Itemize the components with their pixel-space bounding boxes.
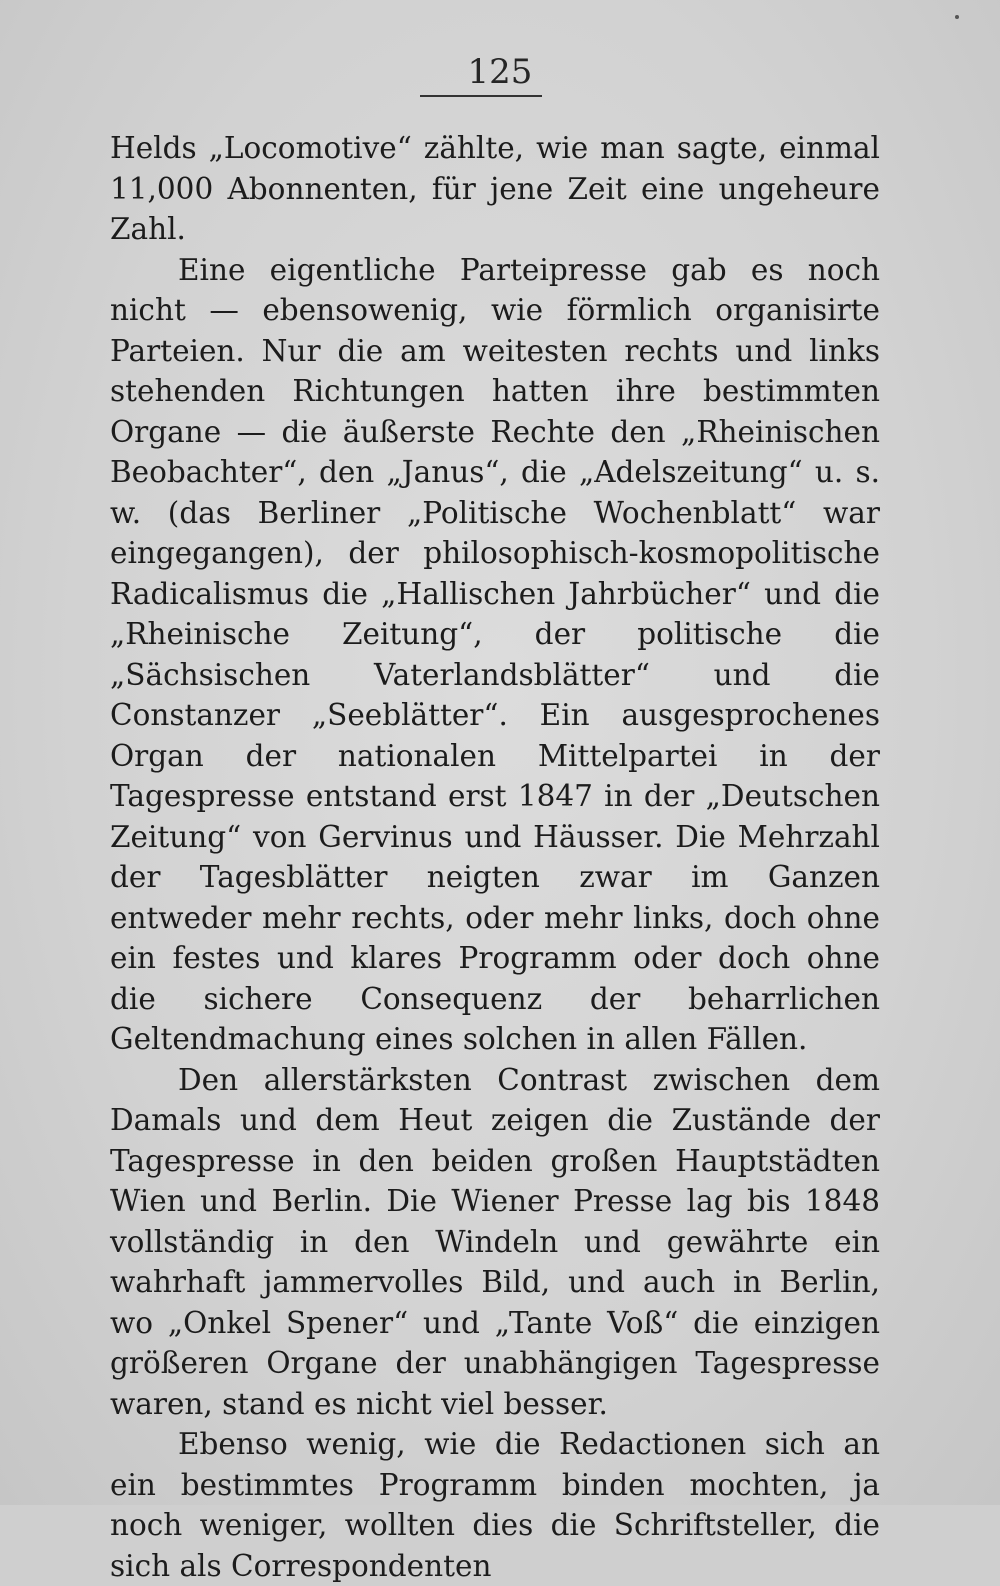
body-text bbox=[110, 128, 880, 1586]
paragraph-4: Ebenso wenig, wie die Redactionen sich an ein bestimmtes Programm binden mochten, ja noch weniger, wollten dies die Schriftsteller, die sich als Correspondenten bbox=[110, 1427, 880, 1583]
paper-speck bbox=[955, 15, 959, 19]
header-rule bbox=[420, 95, 542, 97]
paragraph-1: Helds „Locomotive“ zählte, wie man sagte, einmal 11,000 Abonnenten, für jene Zeit eine ungeheure Zahl. bbox=[110, 131, 880, 246]
paragraph-3: Den allerstärksten Contrast zwischen dem Damals und dem Heut zeigen die Zustände der Tagespresse in den beiden großen Hauptstädten Wien und Berlin. Die Wiener Presse lag bis 1848 vollständig in den Windeln und gewährte ein wahrhaft jammervolles Bild, und auch in Berlin, wo „Onkel Spener“ und „Tante Voß“ die einzigen größeren Organe der unabhängigen Tagespresse waren, stand es nicht viel besser. bbox=[110, 1062, 880, 1421]
paragraph-2: Eine eigentliche Parteipresse gab es noch nicht — ebensowenig, wie förmlich organisirte Parteien. Nur die am weitesten rechts und links stehenden Richtungen hatten ihre bestimmten Organe — die äußerste Rechte den „Rheinischen Beobachter“, den „Janus“, die „Adelszeitung“ u. s. w. (das Berliner „Politische Wochenblatt“ war eingegangen), der philosophisch-kosmopolitische Radicalismus die „Hallischen Jahrbücher“ und die „Rheinische Zeitung“, der politische die „Sächsischen Vaterlandsblätter“ und die Constanzer „Seeblätter“. Ein ausgesprochenes Organ der nationalen Mittelpartei in der Tagespresse entstand erst 1847 in der „Deutschen Zeitung“ von Gervinus und Häusser. Die Mehrzahl der Tagesblätter neigten zwar im Ganzen entweder mehr rechts, oder mehr links, doch ohne ein festes und klares Programm oder doch ohne die sichere Consequenz der beharrlichen Geltendmachung eines solchen in allen Fällen. bbox=[110, 252, 880, 1056]
page-number: 125 bbox=[467, 52, 533, 92]
